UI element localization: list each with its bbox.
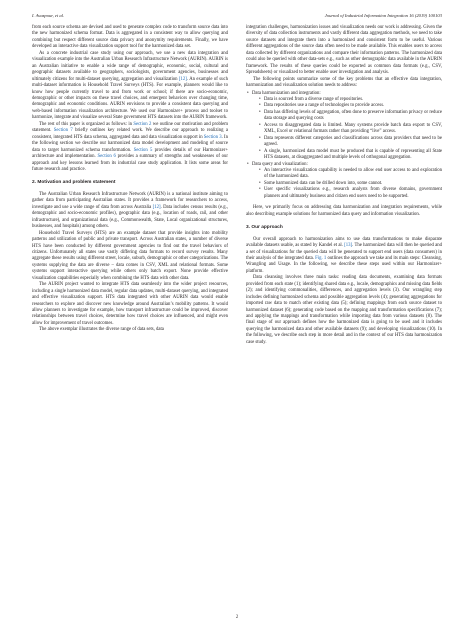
section-link[interactable]: Section 6 <box>97 154 116 160</box>
paragraph: The Australian Urban Research Infrastructure Network (AURIN) is a national institute aiming to gather data from participating Australian states. It provides a framework for researchers to access, investigate and use a wide range of data from across Australia [12]. Data includes census results (e.g., demographic and socio-economic profiles), geographic data (e.g., location of roads, rail, and other infrastructure), and organizational data (e.g., Commonwealth, State, Local organizational structures, businesses, and hospitals) among others. <box>32 191 228 230</box>
list-item: • Data has differing levels of aggregation, often done to preserve information privacy or reduce data storage and querying costs <box>252 110 442 123</box>
citation-link[interactable]: [12] <box>152 204 161 210</box>
list-item: • Some harmonized data can be drilled down into, some cannot. <box>252 181 442 187</box>
list-item: • A single, harmonized data model must be produced that is capable of representing all State HTS datasets, at disaggregated and multiple levels of orthogonal aggregation. <box>252 149 442 162</box>
list-item: • Data repositories use a range of technologies to provide access. <box>252 103 442 109</box>
header-journal: Journal of Industrial Information Integration 16 (2019) 100103 <box>324 13 442 18</box>
section-heading: 2. Motivation and problem statement <box>32 180 116 186</box>
paragraph: The rest of this paper is organized as follows: in Section 2 we outline our motivation and problem statement. Section 7 briefly outlines key related work. We describe our approach to realizing a consistent, integrated HTS data schema, aggregated data and data visualization support in Section 3. In the following section we describe our harmonized data model development and modeling of source data to target harmonized schema transformation. Section 5 provides details of our Harmonizer+ architecture and implementation. Section 6 provides a summary of strengths and weaknesses of our approach and key lessons learned from its industrial case study application. It lists some areas for future research and practice. <box>32 121 229 172</box>
paragraph: Here, we primarily focus on addressing data harmonization and integration requirements, while also describing example solutions for harmonized data query and information visualization. <box>246 205 442 217</box>
sub-list <box>252 168 442 200</box>
paragraph: Our overall approach to harmonization aims to use data transformations to make disparate available datasets usable, as stated by Kandel et al. [13]. The harmonized data will then be queried and a set of visualizations for the queried data will be generated to support end users (data consumers) in their analysis of the integrated data. Fig. 1 outlines the approach we take and its main steps: Cleansing, Wrangling and Usage. In the following, we describe these steps used within our Harmonizer+ platform. <box>246 236 442 274</box>
paragraph: Household Travel Surveys (HTS) are an example dataset that provide insights into mobility patterns and utilization of public and private transport. Across Australian states, a number of diverse HTS have been conducted by different government agencies to find out the travel behaviors of citizens. Unfortunately all states use vastly differing data formats to record survey results. Many aggregate these results using different street, locale, suburb, demographic or other categorizations. The systems supplying the data are diverse – data comes in CSV, XML and relational formats. Some systems support interactive querying while others only batch export. None provide effective visualization capabilities especially when combining the HTS data with other data. <box>32 230 228 281</box>
list-item: • Data harmonization and integration: • Data is sourced from a diverse range of repositories. • Data repositories use a range of technologies to provide access. • Data has differing levels of aggregation, often done to preserve information privacy or reduce data storage and querying costs • Access to disaggregated data is limited. Many systems provide batch data export to CSV, XML, Excel or relational formats rather than providing “live” access. • Data represents different categories and classifications across data providers that need to be agreed. • A single, harmonized data model must be produced that is capable of representing all State HTS datasets, at disaggregated and multiple levels of orthogonal aggregation. <box>246 91 442 162</box>
paragraph: The following points summarize some of the key problems that an effective data integration, harmonization and visualization solution needs to address: <box>246 76 442 89</box>
section-link[interactable]: Section 2 <box>133 121 152 127</box>
page-number: 2 <box>235 615 239 620</box>
section-link[interactable]: Section 5 <box>133 147 153 153</box>
section-link[interactable]: Section 7 <box>53 128 73 134</box>
section-link[interactable]: Section 3 <box>203 134 222 140</box>
list-item: • Data query and visualization: • An interactive visualization capability is needed to allow end user access to and exploration of the harmonized data. • Some harmonized data can be drilled down into, some cannot. • User specific visualizations e.g., research analysts from diverse domains, government planners and ultimately business and citizen end users need to be supported. <box>246 162 442 201</box>
list-item: • An interactive visualization capability is needed to allow end user access to and exploration of the harmonized data. <box>252 168 442 181</box>
paragraph: Data cleansing involves three main tasks: reading data documents, examining data formats provided from each state (1); identifying shared data e.g., locale, demographics and missing data fields (2); and identifying commonalities, differences, and aggregation levels (3). Our wrangling step includes defining harmonized schema and possible aggregation levels (4); generating aggregations for imported raw data to match other existing data (5); defining mappings from each source dataset to harmonized dataset (6); generating code based on the mapping and transformation specifications (7); and applying the mappings and transformation while importing data from various datasets (8). The final stage of our approach defines how the harmonized data is going to be used and it includes querying the harmonized data and other available datasets (9); and developing visualizations (10). In the following, we describe each step in more detail and in the context of our HTS data harmonization case study. <box>246 275 442 345</box>
list-item: • Data is sourced from a diverse range of repositories. <box>252 97 442 103</box>
figure-link[interactable]: Fig. 1 <box>315 255 327 261</box>
paragraph: As a concrete industrial case study using our approach, we use a new data integration and visualization example into the Australian Urban Research Infrastructure Network (AURIN). AURIN is an Australian initiative to enable a wide range of demographic, economic, social, cultural and geographic datasets available to geographers, sociologists, government agencies, businesses and ultimately citizens for multi-dataset querying, aggregation and visualization [12]. An example of such multi-dataset information is Household Travel Surveys (HTS). For example, planners would like to know how people currently travel to and from work or school; if there are socio-economic, demographic or other impacts on these travel choices, and emergent behaviors over changing time, demographic and economic conditions. AURIN envisions to provide a consistent data querying and web-based information visualization architecture. We used our Harmonizer+ process and toolset to harmonize, integrate and visualize several State government HTS datasets into the AURIN framework. <box>32 50 228 121</box>
citation-link[interactable]: [12] <box>178 76 187 82</box>
requirements-list <box>246 91 442 201</box>
list-item: • User specific visualizations e.g., research analysts from diverse domains, government planners and ultimately business and citizen end users need to be supported. <box>252 187 442 200</box>
paragraph: integration challenges, harmonization issues and visualization needs our work is addressing. Given the diversity of data collection instruments and vastly different data aggregation methods, we need to take source datasets and integrate them into a harmonized and consistent form to be useful. Various different aggregations of the source data often need to be made available. This enables users to access data collected by different organizations and compare their information patterns. The harmonized data could also be queried with other data-sets e.g., such as other demographic data available in the AURIN framework. The results of these queries could be exported as common data formats (e.g., CSV, Spreadsheets) or visualized to better enable user investigation and analysis. <box>246 25 442 76</box>
paragraph: The AURIN project wanted to integrate HTS data seamlessly into the wider project resources, including a single harmonized data model, regular data updates, multi-dataset querying, and integrated and effective visualization support. HTS data integrated with other AURIN data would enable researchers to explore and discover new knowledge around Australian’s mobility patterns. It would allow planners to investigate for example, how transport infrastructure could be improved, discover relationships between travel choices, determine how travel choices are influenced, and might even allow for improvement of travel outcomes. <box>32 282 228 326</box>
list-item: • Data represents different categories and classifications across data providers that need to be agreed. <box>252 136 442 149</box>
section-heading: 3. Our approach <box>246 225 283 231</box>
running-header <box>32 13 442 18</box>
sub-list <box>252 97 442 162</box>
paragraph: from each source schema are devised and used to generate complex code to transform source data into the new harmonized schema format. Data is aggregated in a consistent way to allow querying and combining but respect different source data privacy and anonymity requirements. Finally, we have developed an interactive data visualization support tool for the harmonized data set. <box>32 25 228 50</box>
right-column <box>246 25 442 346</box>
citation-link[interactable]: [13] <box>344 243 353 249</box>
left-column <box>32 25 228 334</box>
list-item: • Access to disaggregated data is limited. Many systems provide batch data export to CSV, XML, Excel or relational formats rather than providing “live” access. <box>252 123 442 136</box>
header-authors: I. Avazpour, et al. <box>32 13 65 18</box>
paragraph: The above exemplar illustrates the diverse range of data sets, data <box>39 327 164 333</box>
